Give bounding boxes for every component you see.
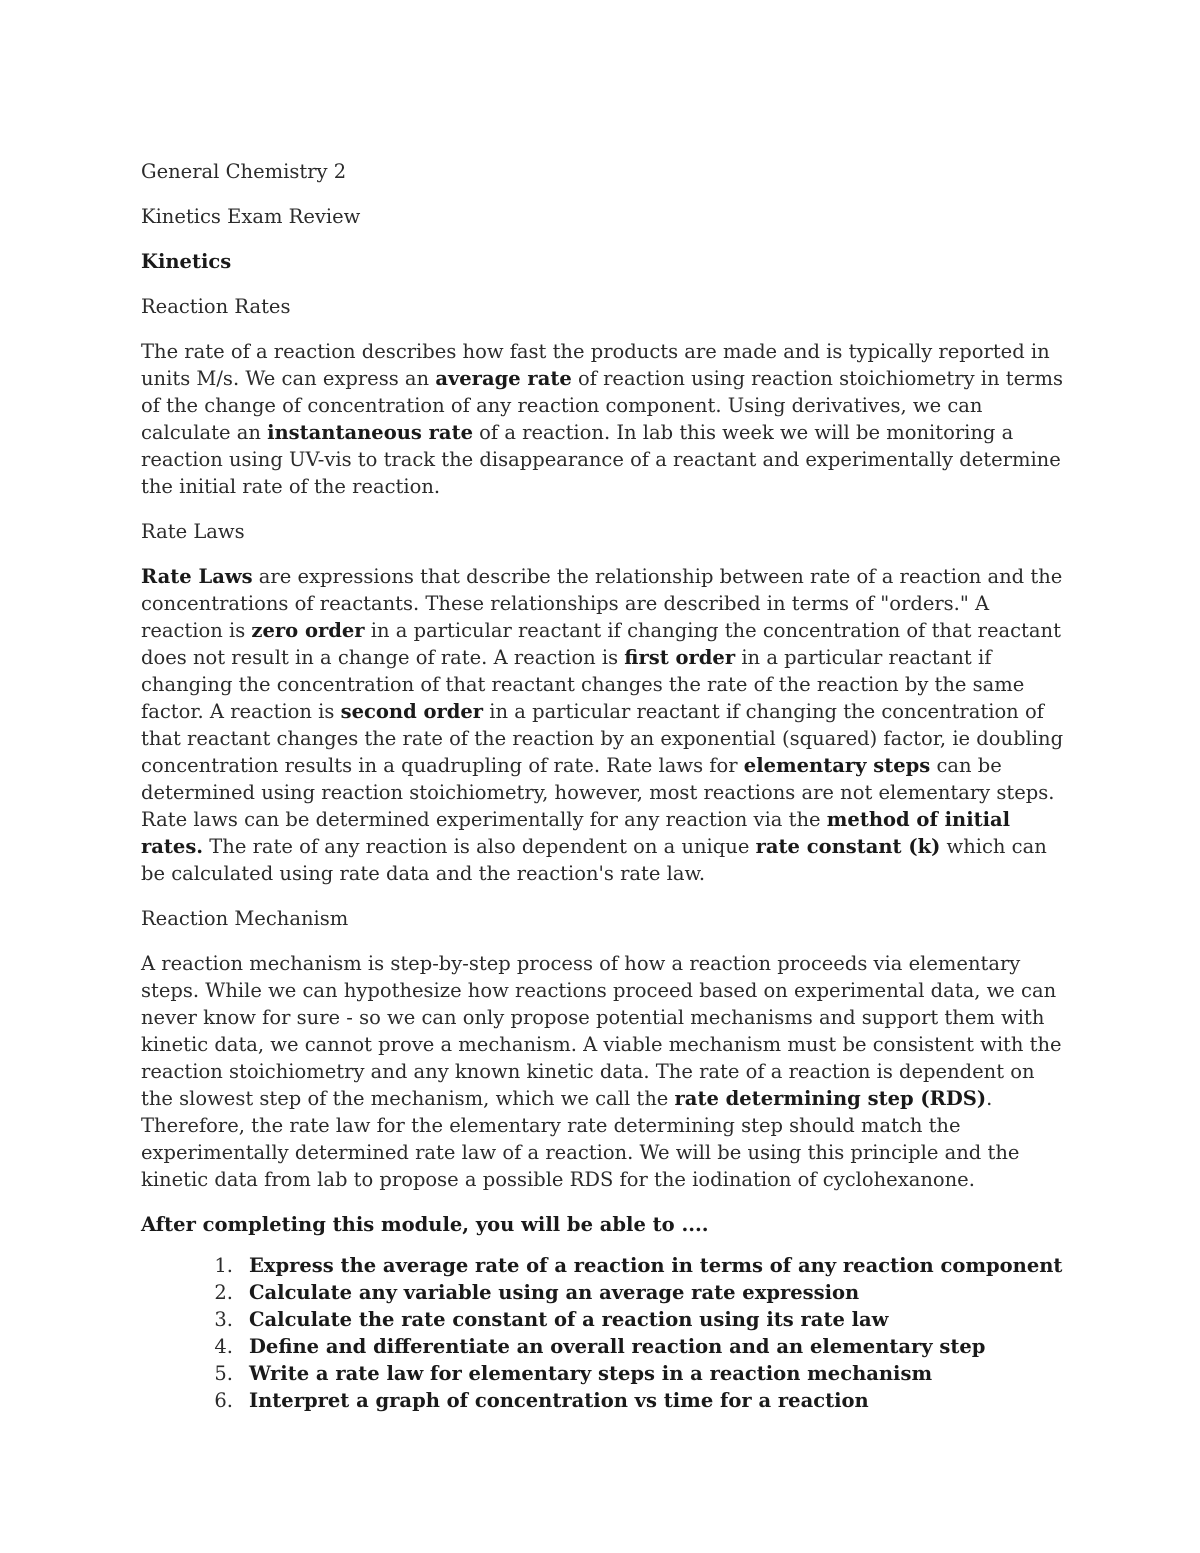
list-number: 5. [214, 1362, 233, 1385]
list-number: 2. [214, 1281, 233, 1304]
bold-term: first order [624, 646, 736, 669]
reaction-rates-heading: Reaction Rates [141, 295, 291, 318]
list-number: 4. [214, 1335, 233, 1358]
text-run: of reaction using reaction stoichiometry in terms of the change of concentration of any reaction component. Using derivatives, we can calculate an [141, 367, 1063, 444]
list-text: Calculate any variable using an average rate expression [249, 1281, 860, 1304]
mechanism-heading: Reaction Mechanism [141, 907, 349, 930]
list-text: Write a rate law for elementary steps in a reaction mechanism [249, 1362, 933, 1385]
bold-term: average rate [435, 367, 572, 390]
text-run: which can be calculated using rate data and the reaction's rate law. [141, 835, 1047, 885]
document-page [141, 158, 1066, 1414]
bold-term: rate constant (k) [755, 835, 941, 858]
list-item [141, 1387, 1066, 1414]
list-number: 1. [214, 1254, 233, 1277]
bold-term: instantaneous rate [267, 421, 473, 444]
rate-laws-paragraph [141, 563, 1066, 887]
list-text: Calculate the rate constant of a reaction using its rate law [249, 1308, 889, 1331]
document-subtitle: Kinetics Exam Review [141, 205, 361, 228]
text-run: in a particular reactant if changing the concentration of that reactant does not result in a change of rate. A reaction is [141, 619, 1061, 669]
list-text: Interpret a graph of concentration vs time for a reaction [249, 1389, 869, 1412]
list-text: Express the average rate of a reaction in terms of any reaction component [249, 1254, 1063, 1277]
mechanism-paragraph [141, 950, 1066, 1193]
text-run: . Therefore, the rate law for the elementary rate determining step should match the experimentally determined rate law of a reaction. We will be using this principle and the kinetic data from lab to propose a possible RDS for the iodination of cyclohexanone. [141, 1087, 1020, 1191]
text-run: A reaction mechanism is step-by-step process of how a reaction proceeds via elementary steps. While we can hypothesize how reactions proceed based on experimental data, we can never know for sure - so we can only propose potential mechanisms and support them with kinetic data, we cannot prove a mechanism. A viable mechanism must be consistent with the reaction stoichiometry and any known kinetic data. The rate of a reaction is dependent on the slowest step of the mechanism, which we call the [141, 952, 1062, 1110]
text-run: can be determined using reaction stoichiometry, however, most reactions are not elementary steps. Rate laws can be determined experimentally for any reaction via the [141, 754, 1055, 831]
objectives-intro: After completing this module, you will be able to .... [141, 1213, 709, 1236]
objectives-list [141, 1252, 1066, 1414]
list-item [141, 1279, 1066, 1306]
list-item [141, 1333, 1066, 1360]
section-title [141, 248, 1066, 275]
bold-term: zero order [251, 619, 365, 642]
list-item [141, 1252, 1066, 1279]
bold-term: rate determining step (RDS) [674, 1087, 987, 1110]
text-run: in a particular reactant if changing the concentration of that reactant changes the rate of the reaction by an exponential (squared) factor, ie doubling concentration results in a quadrupling of rate. Rate laws for [141, 700, 1064, 777]
reaction-rates-paragraph [141, 338, 1066, 500]
text-run: are expressions that describe the relationship between rate of a reaction and the concentrations of reactants. These relationships are described in terms of "orders." A reaction is [141, 565, 1063, 642]
text-run: The rate of a reaction describes how fast the products are made and is typically reported in units M/s. We can express an [141, 340, 1050, 390]
bold-term: elementary steps [743, 754, 931, 777]
text-run: in a particular reactant if changing the concentration of that reactant changes the rate of the reaction by the same factor. A reaction is [141, 646, 1025, 723]
section-title-text: Kinetics [141, 250, 232, 273]
bold-term: method of initial rates. [141, 808, 1011, 858]
rate-laws-heading: Rate Laws [141, 520, 245, 543]
list-item [141, 1360, 1066, 1387]
text-run: of a reaction. In lab this week we will be monitoring a reaction using UV-vis to track the disappearance of a reactant and experimentally determine the initial rate of the reaction. [141, 421, 1061, 498]
list-number: 3. [214, 1308, 233, 1331]
text-run: The rate of any reaction is also dependent on a unique [203, 835, 756, 858]
bold-term: Rate Laws [141, 565, 253, 588]
list-number: 6. [214, 1389, 233, 1412]
list-item [141, 1306, 1066, 1333]
bold-term: second order [340, 700, 484, 723]
list-text: Define and differentiate an overall reaction and an elementary step [249, 1335, 986, 1358]
course-title: General Chemistry 2 [141, 160, 347, 183]
